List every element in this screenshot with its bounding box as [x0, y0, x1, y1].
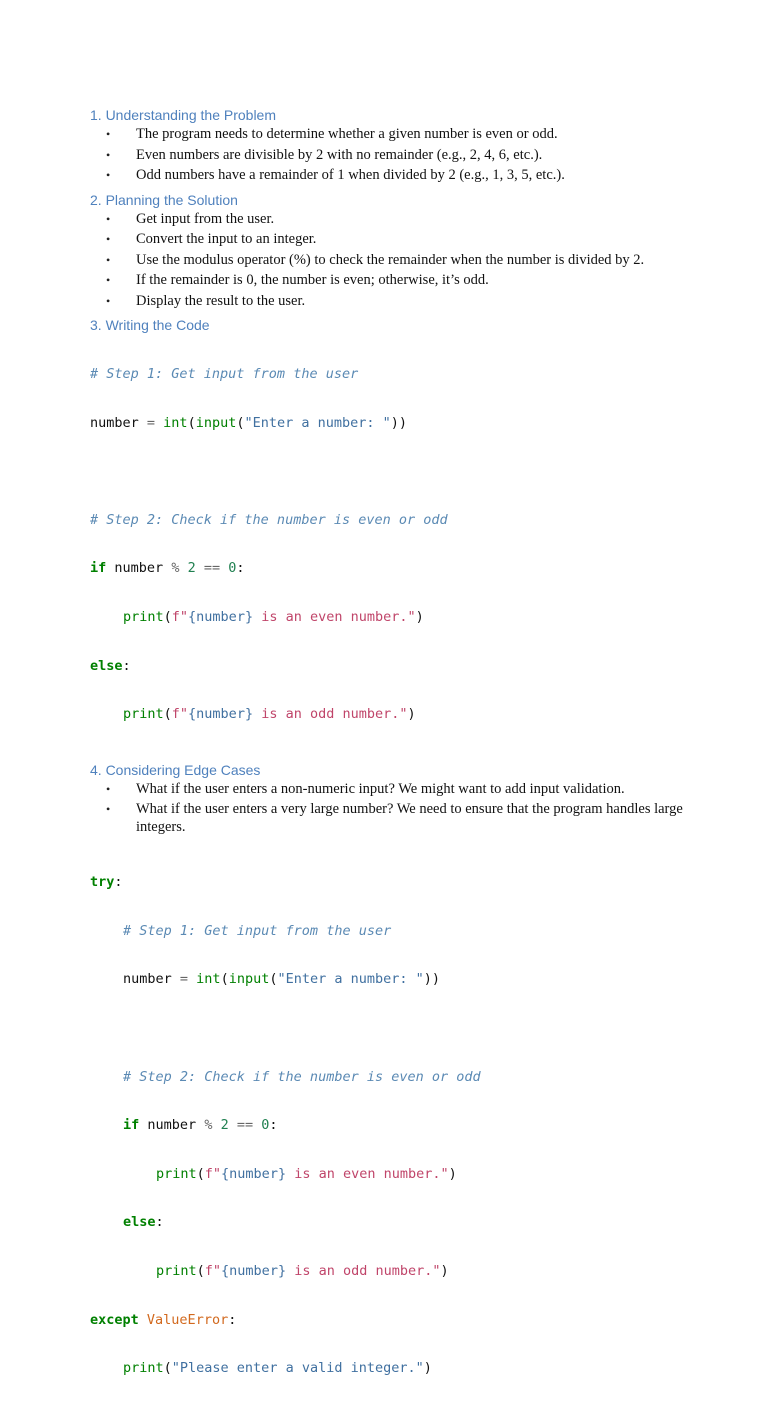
bullet-icon: •	[106, 802, 111, 817]
bullet-icon: •	[106, 147, 111, 162]
bullet-icon: •	[106, 211, 111, 226]
list-item: • Odd numbers have a remainder of 1 when divided by 2 (e.g., 1, 3, 5, etc.).	[106, 167, 565, 183]
code-line: except ValueError:	[90, 1311, 237, 1328]
code-block-try-except	[90, 842, 690, 1409]
section-heading-understanding: 1. Understanding the Problem	[90, 107, 276, 123]
code-line: print(f"{number} is an even number.")	[156, 1165, 457, 1182]
code-block-basic	[90, 334, 690, 755]
list-item: • The program needs to determine whether a given number is even or odd.	[106, 126, 558, 142]
code-line: print(f"{number} is an even number.")	[123, 608, 424, 625]
code-line	[90, 463, 690, 480]
bullet-icon: •	[106, 168, 111, 182]
code-line: # Step 2: Check if the number is even or odd	[123, 1068, 481, 1085]
bullet-icon: •	[106, 273, 111, 287]
code-line: print(f"{number} is an odd number.")	[156, 1263, 449, 1279]
edge-cases-list	[90, 781, 690, 837]
code-line: print("Please enter a valid integer.")	[123, 1360, 432, 1377]
code-line: # Step 1: Get input from the user	[123, 922, 392, 939]
code-line: print(f"{number} is an odd number.")	[123, 706, 416, 723]
code-line: else:	[90, 657, 131, 674]
code-line: # Step 1: Get input from the user	[90, 366, 359, 382]
understanding-list	[90, 126, 690, 185]
code-line: try:	[90, 874, 123, 891]
list-item: • What if the user enters a very large number? We need to ensure that the program handles large integers.	[106, 801, 683, 835]
code-line: if number % 2 == 0:	[123, 1117, 278, 1134]
list-item: • Get input from the user.	[106, 210, 275, 227]
list-item: • Convert the input to an integer.	[106, 231, 317, 247]
code-line: if number % 2 == 0:	[90, 560, 245, 577]
section-heading-planning: 2. Planning the Solution	[90, 191, 238, 208]
document-page	[90, 106, 690, 1415]
planning-list	[90, 211, 690, 311]
code-line: # Step 2: Check if the number is even or odd	[90, 511, 448, 528]
bullet-icon: •	[106, 232, 111, 246]
list-item: • Display the result to the user.	[106, 292, 306, 309]
list-item: • Even numbers are divisible by 2 with no remainder (e.g., 2, 4, 6, etc.).	[106, 146, 543, 163]
list-item: • If the remainder is 0, the number is even; otherwise, it’s odd.	[106, 272, 489, 288]
bullet-icon: •	[106, 252, 111, 267]
bullet-icon: •	[106, 127, 111, 141]
list-item: • What if the user enters a non-numeric input? We might want to add input validation.	[106, 780, 625, 797]
section-heading-edge-cases: 4. Considering Edge Cases	[90, 761, 261, 778]
code-line: number = int(input("Enter a number: "))	[123, 971, 441, 988]
list-item: • Use the modulus operator (%) to check the remainder when the number is divided by 2.	[106, 251, 645, 268]
bullet-icon: •	[106, 293, 111, 308]
code-line: number = int(input("Enter a number: "))	[90, 414, 408, 431]
code-line	[90, 1020, 690, 1037]
bullet-icon: •	[106, 781, 111, 796]
section-heading-writing-code: 3. Writing the Code	[90, 317, 210, 333]
code-line: else:	[123, 1214, 164, 1231]
